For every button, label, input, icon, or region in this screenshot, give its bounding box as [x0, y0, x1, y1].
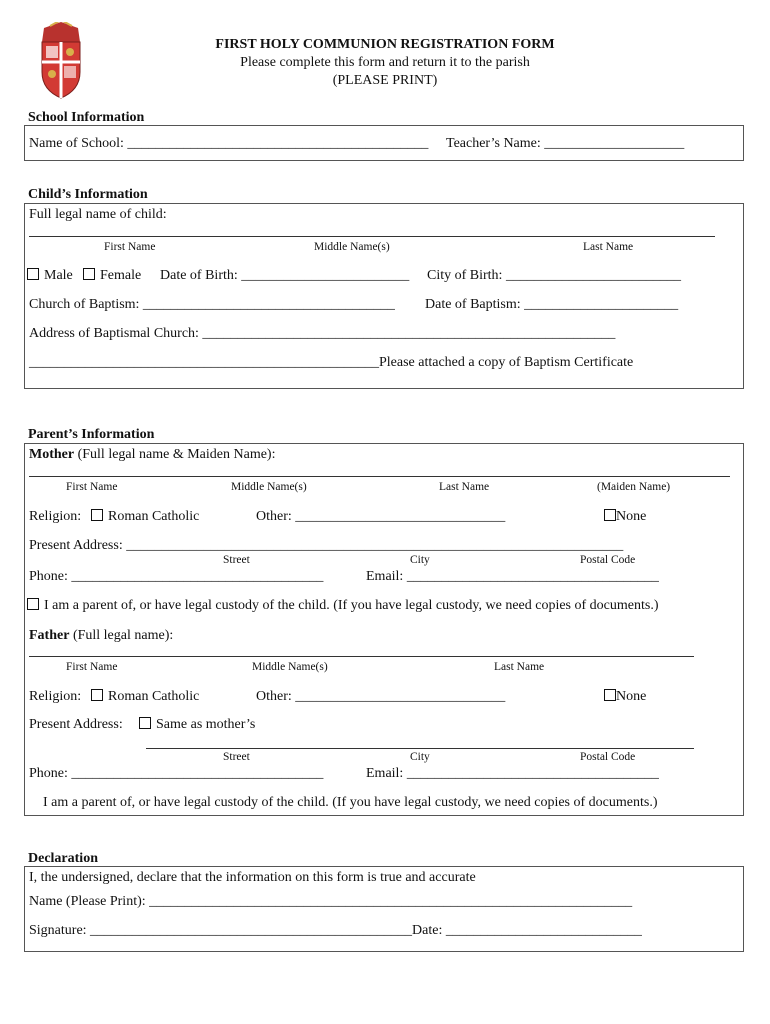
mother-email-field[interactable]: Email: ____________________________________ — [366, 569, 659, 584]
father-none-label: None — [616, 689, 647, 704]
mother-phone-field[interactable]: Phone: ____________________________________ — [29, 569, 324, 584]
female-label: Female — [100, 268, 142, 283]
father-roman-catholic-checkbox[interactable] — [91, 689, 199, 705]
father-roman-catholic-label: Roman Catholic — [108, 689, 200, 704]
same-as-mother-label: Same as mother’s — [156, 717, 256, 732]
father-address-line[interactable] — [146, 748, 694, 749]
mother-roman-catholic-checkbox[interactable] — [91, 509, 199, 525]
mother-name-line[interactable] — [29, 476, 730, 477]
father-label: Father — [29, 628, 70, 643]
mother-none-box[interactable] — [604, 509, 616, 521]
father-name-line[interactable] — [29, 656, 694, 657]
father-first-name-caption: First Name — [66, 661, 118, 673]
mother-heading — [29, 447, 275, 463]
father-roman-catholic-box[interactable] — [91, 689, 103, 701]
father-religion-other-field[interactable]: Other: ______________________________ — [256, 689, 506, 704]
father-note: (Full legal name): — [72, 628, 174, 643]
form-title: FIRST HOLY COMMUNION REGISTRATION FORM — [215, 37, 555, 52]
father-street-caption: Street — [223, 751, 250, 763]
declaration-statement: I, the undersigned, declare that the information on this form is true and accurate — [29, 870, 476, 885]
mother-custody-checkbox[interactable] — [27, 598, 659, 614]
female-checkbox[interactable] — [83, 268, 141, 284]
father-present-address-label: Present Address: — [29, 717, 123, 732]
mother-roman-catholic-box[interactable] — [91, 509, 103, 521]
mother-label: Mother — [29, 447, 75, 462]
declaration-signature-date-field[interactable]: Signature: ______________________________________________Date: ____________________________ — [29, 923, 642, 938]
child-name-line[interactable] — [29, 236, 715, 237]
father-email-field[interactable]: Email: ____________________________________ — [366, 766, 659, 781]
same-as-mother-checkbox[interactable] — [139, 717, 255, 733]
mother-first-name-caption: First Name — [66, 481, 118, 493]
mother-religion-none-checkbox[interactable] — [604, 509, 646, 525]
city-of-birth-field[interactable]: City of Birth: _________________________ — [427, 268, 681, 283]
same-as-mother-box[interactable] — [139, 717, 151, 729]
father-custody-statement: I am a parent of, or have legal custody of the child. (If you have legal custody, we need copies of documents.) — [43, 795, 658, 810]
father-phone-field[interactable]: Phone: ____________________________________ — [29, 766, 324, 781]
mother-middle-name-caption: Middle Name(s) — [231, 481, 307, 493]
mother-present-address-field[interactable]: Present Address: _______________________________________________________________________ — [29, 538, 624, 553]
form-print-note: (PLEASE PRINT) — [332, 73, 438, 88]
church-of-baptism-field[interactable]: Church of Baptism: ____________________________________ — [29, 297, 395, 312]
mother-city-caption: City — [410, 554, 430, 566]
declaration-heading: Declaration — [28, 851, 98, 866]
child-last-name-caption: Last Name — [583, 241, 634, 253]
father-heading — [29, 628, 173, 644]
form-instruction: Please complete this form and return it to the parish — [240, 55, 530, 70]
mother-religion-label: Religion: — [29, 509, 82, 524]
male-checkbox-box[interactable] — [27, 268, 39, 280]
mother-custody-box[interactable] — [27, 598, 39, 610]
baptismal-church-address-field[interactable]: Address of Baptismal Church: ___________________________________________________________ — [29, 326, 616, 341]
school-name-field[interactable]: Name of School: ___________________________________________ — [29, 136, 429, 151]
mother-maiden-name-caption: (Maiden Name) — [597, 481, 671, 493]
father-postal-code-caption: Postal Code — [580, 751, 636, 763]
male-label: Male — [44, 268, 73, 283]
mother-postal-code-caption: Postal Code — [580, 554, 636, 566]
child-full-name-label: Full legal name of child: — [29, 207, 167, 222]
baptism-certificate-note[interactable]: __________________________________________________Please attached a copy of Baptism Certificate — [29, 355, 634, 370]
mother-last-name-caption: Last Name — [439, 481, 490, 493]
parent-section-heading: Parent’s Information — [28, 427, 155, 442]
mother-note: (Full legal name & Maiden Name): — [77, 447, 276, 462]
mother-religion-other-field[interactable]: Other: ______________________________ — [256, 509, 506, 524]
child-first-name-caption: First Name — [104, 241, 156, 253]
female-checkbox-box[interactable] — [83, 268, 95, 280]
child-middle-name-caption: Middle Name(s) — [314, 241, 390, 253]
mother-roman-catholic-label: Roman Catholic — [108, 509, 200, 524]
father-none-box[interactable] — [604, 689, 616, 701]
father-religion-none-checkbox[interactable] — [604, 689, 646, 705]
child-section-heading: Child’s Information — [28, 187, 148, 202]
school-section-heading: School Information — [28, 110, 145, 125]
mother-none-label: None — [616, 509, 647, 524]
father-city-caption: City — [410, 751, 430, 763]
date-of-birth-field[interactable]: Date of Birth: ________________________ — [160, 268, 410, 283]
father-middle-name-caption: Middle Name(s) — [252, 661, 328, 673]
male-checkbox[interactable] — [27, 268, 73, 284]
mother-street-caption: Street — [223, 554, 250, 566]
father-last-name-caption: Last Name — [494, 661, 545, 673]
teacher-name-field[interactable]: Teacher’s Name: ____________________ — [446, 136, 685, 151]
father-religion-label: Religion: — [29, 689, 82, 704]
date-of-baptism-field[interactable]: Date of Baptism: ______________________ — [425, 297, 679, 312]
mother-custody-statement: I am a parent of, or have legal custody of the child. (If you have legal custody, we need copies of documents.) — [44, 598, 659, 613]
declaration-name-field[interactable]: Name (Please Print): _____________________________________________________________________ — [29, 894, 633, 909]
